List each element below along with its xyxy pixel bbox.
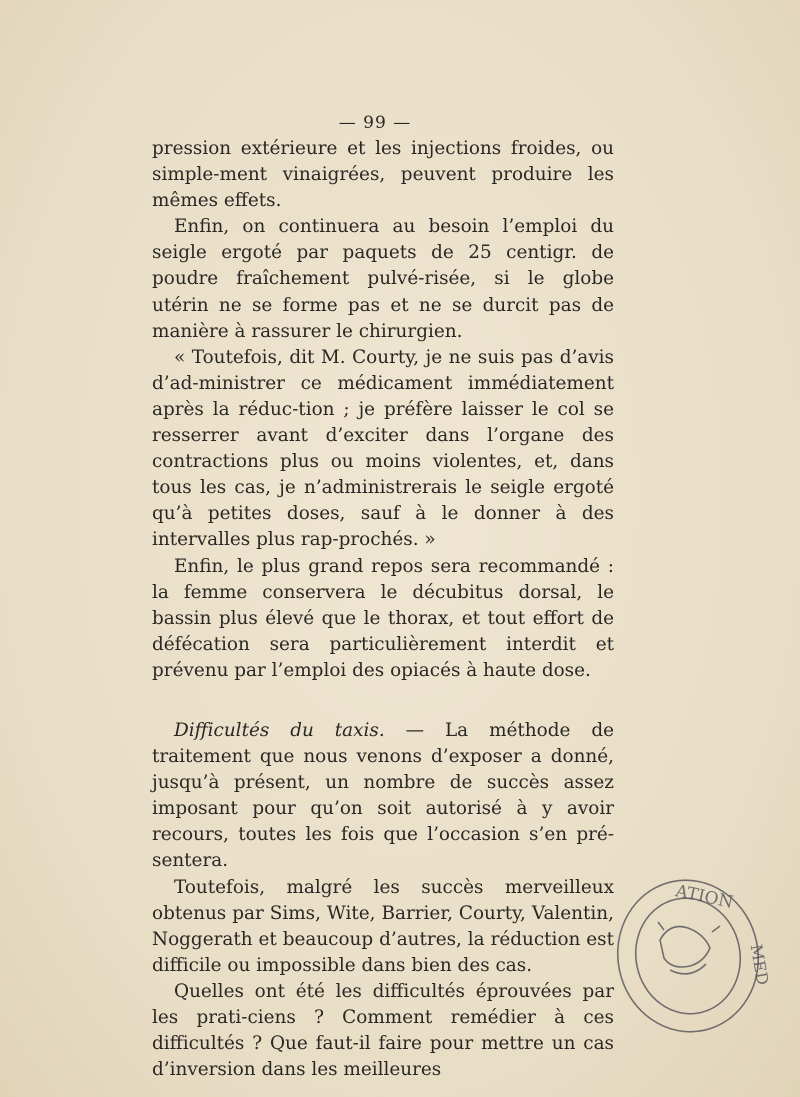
stamp-icon (600, 870, 770, 1050)
paragraph: pression extérieure et les injections froides, ou simple-ment vinaigrées, peuvent produire les mêmes effets. (152, 138, 614, 212)
section-paragraph (152, 718, 614, 875)
svg-text:ATION: ATION (673, 881, 735, 913)
section-body: — La méthode de traitement que nous venons d’exposer a donné, jusqu’à présent, un nombre de succès assez imposant pour qu’on soit autorisé à y avoir recours, toutes les fois que l’occasion s’en pré-sentera. (152, 719, 614, 872)
quote-paragraph: « Toutefois, dit M. Courty, je ne suis pas d’avis d’ad-ministrer ce médicament immédiatement après la réduc-tion ; je préfère laisser le col se resserrer avant d’exciter dans l’organe des contractions plus ou moins violentes, et, dans tous les cas, je n’administrerais le seigle ergoté qu’à petites doses, sauf à le donner à des intervalles plus rap-prochés. » (152, 346, 614, 551)
paragraph: Toutefois, malgré les succès merveilleux obtenus par Sims, Wite, Barrier, Courty, Valentin, Noggerath et beaucoup d’autres, la réduction est difficile ou impossible dans bien des cas. (152, 876, 614, 976)
paragraph: Enfin, on continuera au besoin l’emploi du seigle ergoté par paquets de 25 centigr. de poudre fraîchement pulvé-risée, si le globe utérin ne se forme pas et ne se durcit pas de manière à rassurer le chirurgien. (152, 216, 614, 342)
paragraph: Enfin, le plus grand repos sera recommandé : la femme conservera le décubitus dorsal, le bassin plus élevé que le thorax, et tout effort de défécation sera particulièrement interdit et prévenu par l’emploi des opiacés à haute dose. (152, 555, 614, 681)
library-stamp (600, 870, 770, 1050)
page-number: — 99 — (338, 113, 412, 133)
section-heading: Difficultés du taxis. (174, 719, 385, 741)
page-body-text (152, 136, 614, 1083)
paragraph: Quelles ont été les difficultés éprouvées par les prati-ciens ? Comment remédier à ces difficultés ? Que faut-il faire pour mettre un cas d’inversion dans les meilleures (152, 980, 614, 1081)
svg-text:MED: MED (746, 942, 770, 987)
